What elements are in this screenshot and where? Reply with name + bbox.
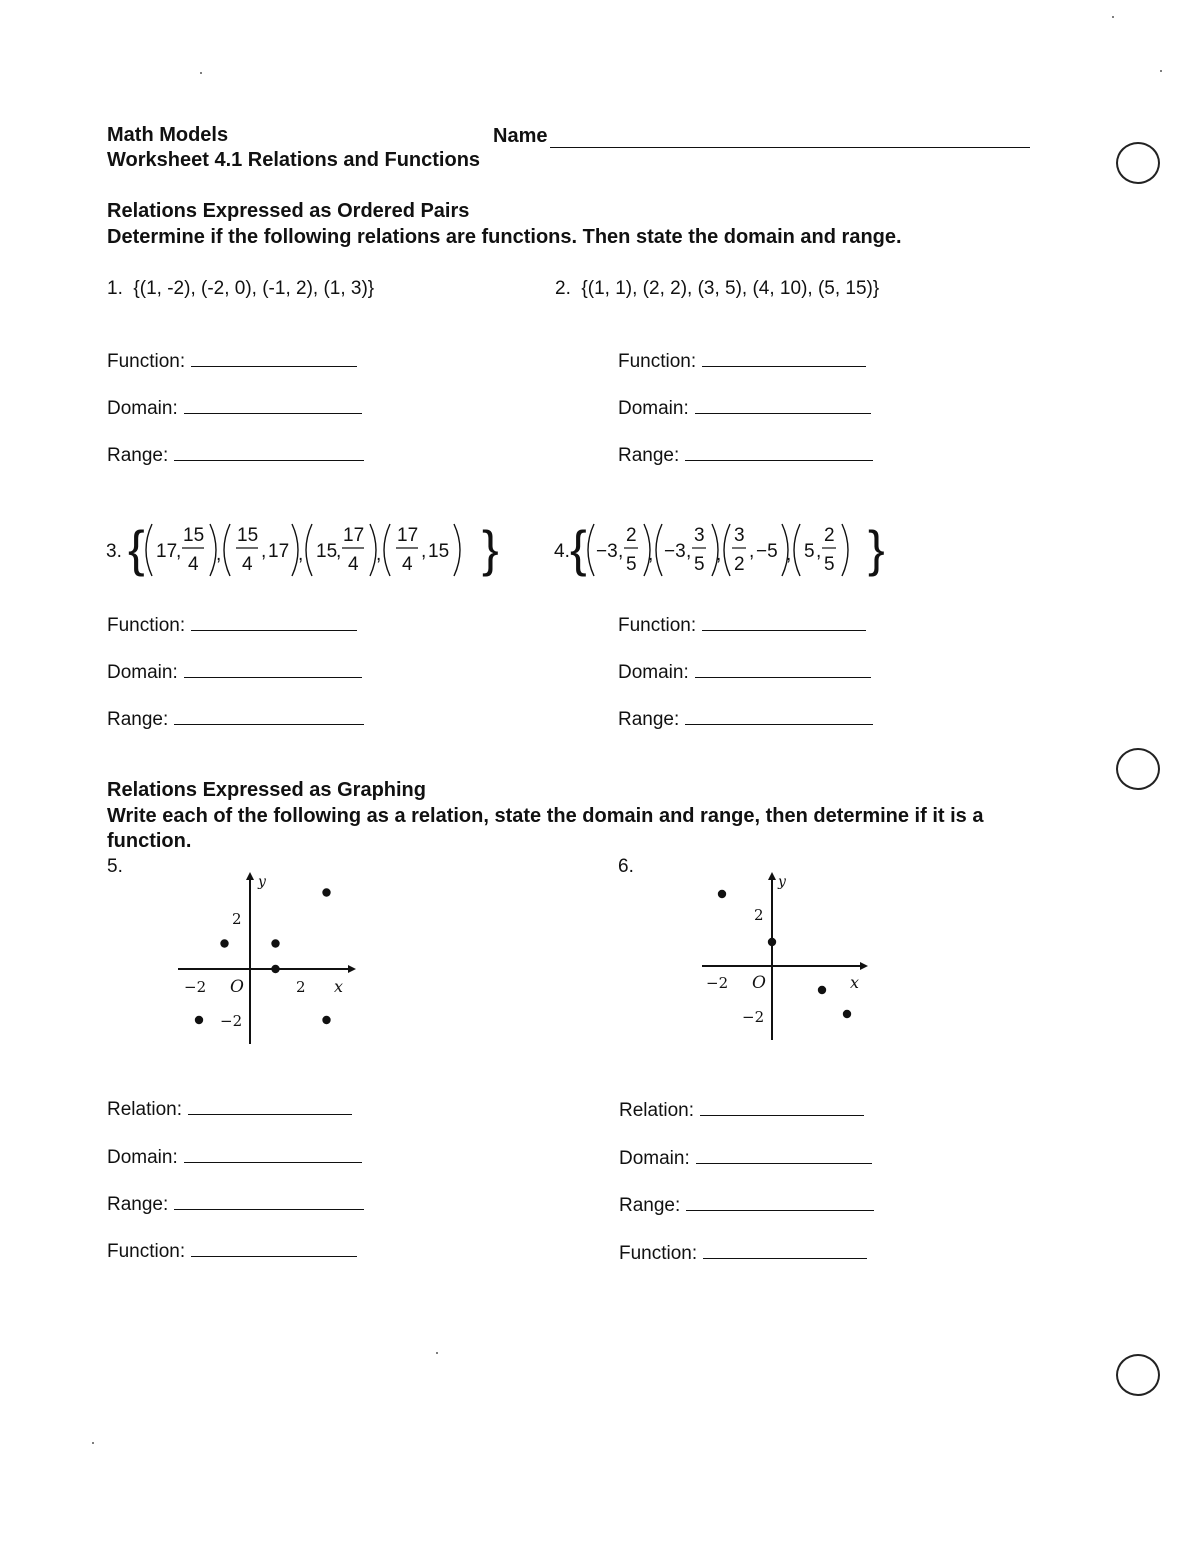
function-label: Function: xyxy=(618,615,697,636)
comma: , xyxy=(716,544,722,565)
frac-denominator: 4 xyxy=(188,554,199,575)
scan-speck xyxy=(1160,70,1162,72)
pair-value: −5 xyxy=(756,541,778,562)
p6-relation-field[interactable] xyxy=(619,1099,864,1122)
worksheet-title: Worksheet 4.1 Relations and Functions xyxy=(107,149,481,171)
frac-numerator: 15 xyxy=(183,525,205,546)
origin-label: O xyxy=(230,977,244,997)
tick-label: −2 xyxy=(184,978,207,996)
problem-3 xyxy=(100,512,500,588)
p2-domain-field[interactable] xyxy=(618,397,871,420)
comma: , xyxy=(336,541,342,562)
comma: , xyxy=(298,544,304,565)
x-axis-label: x xyxy=(850,973,860,992)
scan-speck xyxy=(200,72,202,74)
relation-label: Relation: xyxy=(619,1100,694,1121)
tick-label: 2 xyxy=(754,906,764,924)
paren-left xyxy=(384,524,390,576)
comma: , xyxy=(648,544,654,565)
function-label: Function: xyxy=(619,1243,698,1264)
paren-left xyxy=(306,524,312,576)
problem-number: 4. xyxy=(554,541,570,562)
pair-value: 15 xyxy=(316,541,338,562)
function-label: Function: xyxy=(618,351,697,372)
y-axis-label: y xyxy=(778,874,786,890)
function-label: Function: xyxy=(107,1241,186,1262)
paren-right xyxy=(842,524,848,576)
graph-point xyxy=(718,890,726,898)
binder-hole-middle xyxy=(1116,748,1160,790)
pair-value: 5 xyxy=(804,541,815,562)
p1-domain-field[interactable] xyxy=(107,397,362,420)
ordered-pair-set: {(1, -2), (-2, 0), (-1, 2), (1, 3)} xyxy=(133,278,375,299)
frac-denominator: 4 xyxy=(402,554,413,575)
comma: , xyxy=(786,544,792,565)
comma: , xyxy=(686,541,692,562)
range-label: Range: xyxy=(619,1195,681,1216)
tick-label: 2 xyxy=(296,978,306,996)
problem-6-number: 6. xyxy=(618,856,634,877)
problem-5-number: 5. xyxy=(107,856,123,877)
comma: , xyxy=(421,541,427,562)
graph-point xyxy=(768,938,776,946)
tick-label: −2 xyxy=(220,1012,243,1030)
domain-label: Domain: xyxy=(618,662,689,683)
domain-label: Domain: xyxy=(618,398,689,419)
frac-denominator: 4 xyxy=(242,554,253,575)
paren-left xyxy=(224,524,230,576)
range-label: Range: xyxy=(107,1194,169,1215)
frac-denominator: 4 xyxy=(348,554,359,575)
set-open-brace: { xyxy=(570,521,587,577)
graph-5 xyxy=(172,868,362,1050)
p6-domain-field[interactable] xyxy=(619,1147,872,1170)
x-axis-label: x xyxy=(334,977,344,996)
frac-numerator: 3 xyxy=(734,525,745,546)
function-label: Function: xyxy=(107,351,186,372)
p3-range-field[interactable] xyxy=(107,708,364,731)
range-label: Range: xyxy=(618,445,680,466)
frac-denominator: 5 xyxy=(626,554,637,575)
frac-numerator: 3 xyxy=(694,525,705,546)
p5-function-field[interactable] xyxy=(107,1240,357,1263)
p4-function-field[interactable] xyxy=(618,614,866,637)
p4-domain-field[interactable] xyxy=(618,661,871,684)
scan-speck xyxy=(92,1442,94,1444)
p5-domain-field[interactable] xyxy=(107,1146,362,1169)
graph-point xyxy=(322,888,330,896)
graph-point xyxy=(322,1016,330,1024)
frac-numerator: 17 xyxy=(343,525,365,546)
graph-point xyxy=(271,939,279,947)
graph-6 xyxy=(696,868,886,1050)
section1-instructions: Determine if the following relations are functions. Then state the domain and range. xyxy=(107,226,902,248)
section2-instructions: Write each of the following as a relation, state the domain and range, then determine if it is a xyxy=(107,805,984,827)
x-axis-arrow xyxy=(860,962,868,970)
y-axis-label: y xyxy=(258,874,266,890)
p3-domain-field[interactable] xyxy=(107,661,362,684)
comma: , xyxy=(816,541,822,562)
paren-right xyxy=(454,524,460,576)
scan-speck xyxy=(1112,16,1114,18)
frac-denominator: 5 xyxy=(694,554,705,575)
pair-value: 15 xyxy=(428,541,450,562)
binder-hole-bottom xyxy=(1116,1354,1160,1396)
origin-label: O xyxy=(752,973,766,993)
problem-number: 3. xyxy=(106,541,122,562)
x-axis-arrow xyxy=(348,965,356,973)
y-axis-arrow xyxy=(768,872,776,880)
p5-range-field[interactable] xyxy=(107,1193,364,1216)
set-open-brace: { xyxy=(128,521,145,577)
graph-point xyxy=(220,939,228,947)
p2-function-field[interactable] xyxy=(618,350,866,373)
comma: , xyxy=(376,544,382,565)
p5-relation-field[interactable] xyxy=(107,1098,352,1121)
graph-point xyxy=(843,1010,851,1018)
paren-left xyxy=(656,524,662,576)
graph-point xyxy=(271,965,279,973)
pair-value: −3 xyxy=(664,541,686,562)
p6-function-field[interactable] xyxy=(619,1242,867,1265)
range-label: Range: xyxy=(107,709,169,730)
name-field-line[interactable] xyxy=(550,147,1030,148)
section2-title: Relations Expressed as Graphing xyxy=(107,779,426,801)
tick-label: −2 xyxy=(742,1008,765,1026)
p1-range-field[interactable] xyxy=(107,444,364,467)
frac-denominator: 5 xyxy=(824,554,835,575)
paren-left xyxy=(794,524,800,576)
comma: , xyxy=(216,544,222,565)
domain-label: Domain: xyxy=(107,662,178,683)
range-label: Range: xyxy=(107,445,169,466)
relation-label: Relation: xyxy=(107,1099,182,1120)
pair-value: 17 xyxy=(268,541,290,562)
frac-numerator: 17 xyxy=(397,525,419,546)
scan-speck xyxy=(436,1352,438,1354)
tick-label: −2 xyxy=(706,974,729,992)
comma: , xyxy=(618,541,624,562)
function-label: Function: xyxy=(107,615,186,636)
problem-4 xyxy=(550,512,910,588)
section2-instructions-cont: function. xyxy=(107,830,192,852)
comma: , xyxy=(749,541,755,562)
range-label: Range: xyxy=(618,709,680,730)
p6-range-field[interactable] xyxy=(619,1194,874,1217)
paren-left xyxy=(724,524,730,576)
comma: , xyxy=(261,541,267,562)
y-axis-arrow xyxy=(246,872,254,880)
problem-number: 1. xyxy=(107,278,123,299)
pair-value: −3 xyxy=(596,541,618,562)
binder-hole-top xyxy=(1116,142,1160,184)
graph-point xyxy=(818,986,826,994)
frac-numerator: 2 xyxy=(626,525,637,546)
frac-numerator: 15 xyxy=(237,525,259,546)
p2-range-field[interactable] xyxy=(618,444,873,467)
frac-numerator: 2 xyxy=(824,525,835,546)
set-close-brace: } xyxy=(868,521,885,577)
paren-left xyxy=(146,524,152,576)
comma: , xyxy=(176,541,182,562)
p3-function-field[interactable] xyxy=(107,614,357,637)
domain-label: Domain: xyxy=(107,1147,178,1168)
tick-label: 2 xyxy=(232,910,242,928)
problem-2 xyxy=(555,278,879,300)
domain-label: Domain: xyxy=(619,1148,690,1169)
p4-range-field[interactable] xyxy=(618,708,873,731)
pair-value: 17 xyxy=(156,541,178,562)
paren-left xyxy=(588,524,594,576)
name-label: Name xyxy=(493,125,548,147)
section1-title: Relations Expressed as Ordered Pairs xyxy=(107,200,470,222)
domain-label: Domain: xyxy=(107,398,178,419)
ordered-pair-set: {(1, 1), (2, 2), (3, 5), (4, 10), (5, 15)} xyxy=(581,278,880,299)
frac-denominator: 2 xyxy=(734,554,745,575)
problem-number: 2. xyxy=(555,278,571,299)
problem-1 xyxy=(107,278,374,300)
course-title: Math Models xyxy=(107,124,229,146)
p1-function-field[interactable] xyxy=(107,350,357,373)
graph-point xyxy=(195,1016,203,1024)
set-close-brace: } xyxy=(482,521,499,577)
